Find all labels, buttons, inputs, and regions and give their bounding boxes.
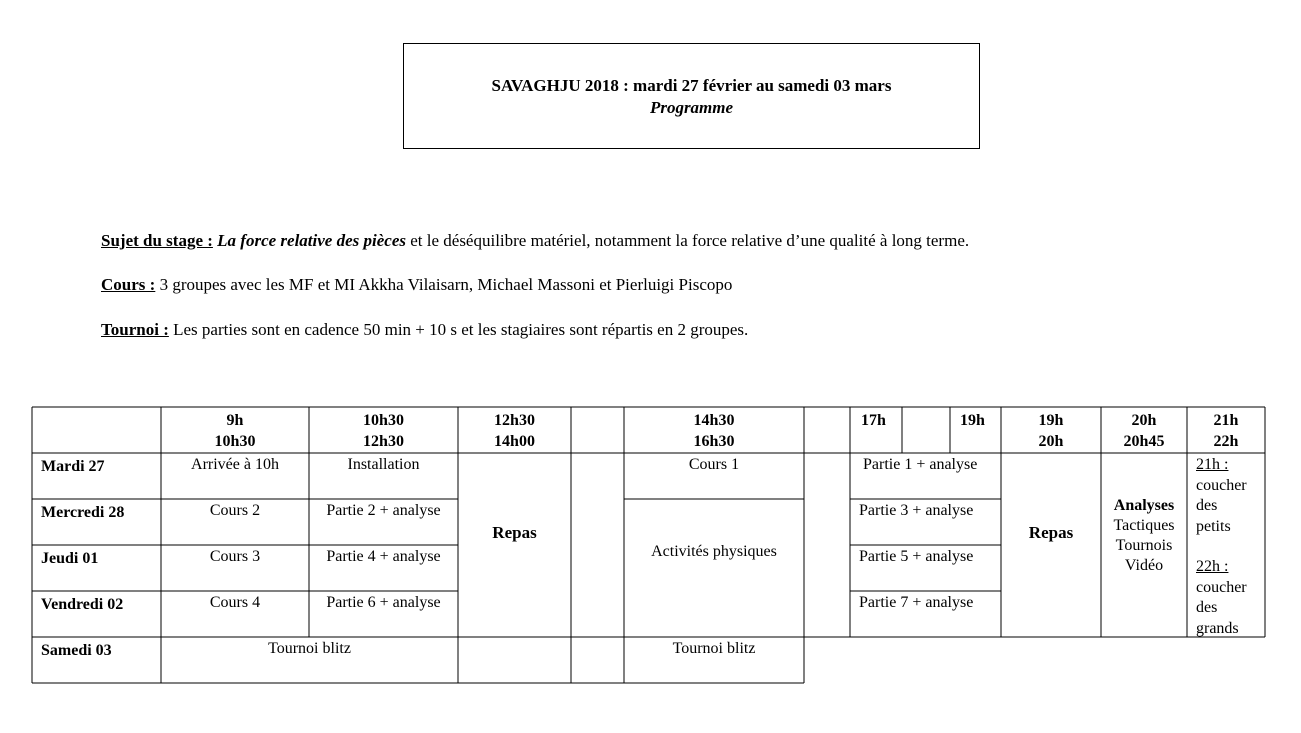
day-label: Samedi 03 (41, 642, 112, 659)
header-12h30: 12h30 14h00 (494, 412, 535, 450)
slot-morning2: Installation (347, 456, 420, 473)
slot-morning1: Cours 2 (209, 502, 261, 519)
day-label: Vendredi 02 (41, 596, 124, 613)
analyses-cell: Analyses Tactiques Tournois Vidéo (1113, 497, 1175, 574)
courses-label: Cours : (101, 275, 156, 294)
slot-morning1: Cours 3 (209, 548, 261, 565)
slot-evening-game: Partie 3 + analyse (859, 502, 974, 519)
header-21h: 21h 22h (1213, 412, 1239, 450)
slot-morning1: Cours 4 (209, 594, 261, 611)
day-label: Mardi 27 (41, 458, 105, 475)
page-title: SAVAGHJU 2018 : mardi 27 février au samedi 03 mars (491, 76, 892, 95)
page-subtitle: Programme (649, 98, 734, 117)
slot-evening-game: Partie 1 + analyse (863, 456, 978, 473)
dinner-cell: Repas (1028, 523, 1074, 542)
slot-evening-game: Partie 5 + analyse (859, 548, 974, 565)
day-label: Mercredi 28 (41, 504, 125, 521)
courses-text: 3 groupes avec les MF et MI Akkha Vilaisarn, Michael Massoni et Pierluigi Piscopo (155, 275, 733, 294)
slot-afternoon-activities: Activités physiques (651, 543, 777, 560)
header-17h: 17h (861, 412, 886, 429)
bedtime-cell: 21h : coucher des petits 22h : coucher des grands (1196, 456, 1247, 637)
title-box (403, 43, 980, 149)
header-19h: 19h (960, 412, 985, 429)
header-10h30: 10h30 12h30 (363, 412, 404, 450)
day-label: Jeudi 01 (41, 550, 99, 567)
tournament-text: Les parties sont en cadence 50 min + 10 s et les stagiaires sont répartis en 2 groupes. (168, 320, 749, 339)
lunch-cell: Repas (492, 523, 537, 542)
header-20h: 20h 20h45 (1123, 412, 1165, 450)
saturday-afternoon-blitz: Tournoi blitz (672, 640, 756, 657)
subject-paragraph (101, 231, 969, 251)
subject-text: et le déséquilibre matériel, notamment la force relative d’une qualité à long terme. (405, 231, 970, 250)
saturday-morning-blitz: Tournoi blitz (268, 640, 351, 657)
slot-morning2: Partie 2 + analyse (326, 502, 441, 519)
slot-morning1: Arrivée à 10h (191, 456, 279, 473)
slot-evening-game: Partie 7 + analyse (859, 594, 974, 611)
header-19h-20h: 19h 20h (1038, 412, 1064, 450)
tournament-paragraph (101, 320, 748, 340)
header-14h30: 14h30 16h30 (693, 412, 735, 450)
slot-morning2: Partie 6 + analyse (326, 594, 441, 611)
header-9h: 9h 10h30 (214, 412, 256, 450)
subject-emphasis: La force relative des pièces (217, 231, 406, 250)
slot-afternoon-tuesday: Cours 1 (688, 456, 740, 473)
slot-morning2: Partie 4 + analyse (326, 548, 441, 565)
courses-paragraph (101, 275, 732, 295)
subject-label: Sujet du stage : (101, 231, 213, 250)
tournament-label: Tournoi : (101, 320, 169, 339)
